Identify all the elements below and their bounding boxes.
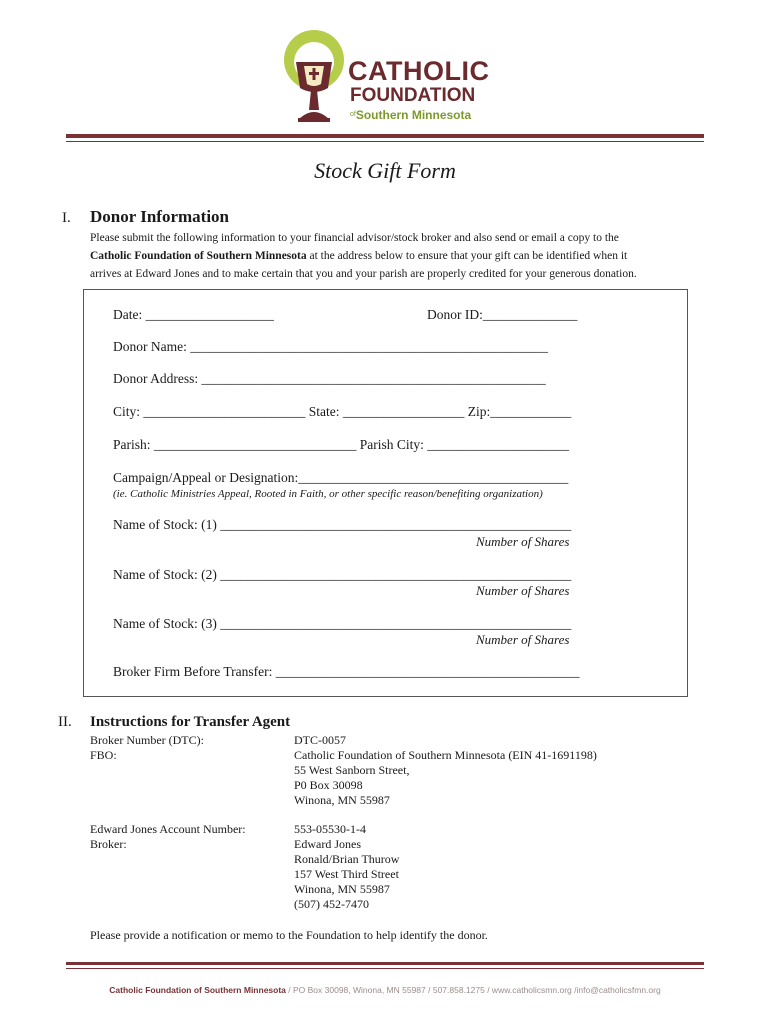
- page-title: Stock Gift Form: [314, 158, 456, 183]
- broker-firm-field[interactable]: Broker Firm Before Transfer: _____________________________________________: [113, 664, 580, 679]
- campaign-note: (ie. Catholic Ministries Appeal, Rooted in Faith, or other specific reason/benefiting organization): [113, 488, 543, 500]
- footer-rule-thin: [66, 968, 704, 969]
- section1-paragraph: Please submit the following information to your financial advisor/stock broker and also send or email a copy to the Catholic Foundation of Southern Minnesota at the address below to ensure that your gift can be identified when it arrives at Edward Jones and to make certain that you and your parish are properly credited for your generous donation.: [90, 232, 637, 280]
- header-rule-thin: [66, 141, 704, 142]
- stock-2-field[interactable]: Name of Stock: (2) ____________________________________________________: [113, 567, 572, 582]
- parish-field[interactable]: Parish: ______________________________ Parish City: _____________________: [113, 437, 570, 452]
- donor-notification-note: Please provide a notification or memo to the Foundation to help identify the donor.: [90, 928, 488, 942]
- transfer-labels-1: Broker Number (DTC): FBO:: [90, 733, 204, 762]
- stock-1-shares-label: Number of Shares: [476, 534, 570, 549]
- section2-number: II.: [58, 714, 72, 730]
- transfer-labels-2: Edward Jones Account Number: Broker:: [90, 822, 246, 851]
- footer-contact: Catholic Foundation of Southern Minnesota / PO Box 30098, Winona, MN 55987 / 507.858.1275 / www.catholicsmn.org /info@catholicsfmn.org: [109, 985, 661, 995]
- date-field[interactable]: Date: ___________________: [113, 307, 274, 322]
- city-state-zip-field[interactable]: City: ________________________ State: __________________ Zip:____________: [113, 404, 572, 419]
- footer-rule: [66, 962, 704, 965]
- header-rule: [66, 134, 704, 138]
- campaign-field[interactable]: Campaign/Appeal or Designation:________________________________________: [113, 470, 569, 485]
- stock-3-shares-label: Number of Shares: [476, 632, 570, 647]
- section1-number: I.: [62, 210, 71, 226]
- section2-heading: Instructions for Transfer Agent: [90, 714, 291, 730]
- stock-1-field[interactable]: Name of Stock: (1) ____________________________________________________: [113, 517, 572, 532]
- logo-name-line3: $^{of}$Southern Minnesota: [350, 108, 472, 122]
- logo-name-line2: FOUNDATION: [350, 85, 476, 106]
- transfer-values-1: DTC-0057 Catholic Foundation of Southern Minnesota (EIN 41-1691198) 55 West Sanborn Street, P0 Box 30098 Winona, MN 55987: [294, 733, 597, 807]
- stock-3-field[interactable]: Name of Stock: (3) ____________________________________________________: [113, 616, 572, 631]
- stock-2-shares-label: Number of Shares: [476, 583, 570, 598]
- section1-heading: Donor Information: [90, 207, 229, 226]
- donor-id-field[interactable]: Donor ID:______________: [427, 307, 578, 322]
- transfer-values-2: 553-05530-1-4 Edward Jones Ronald/Brian Thurow 157 West Third Street Winona, MN 55987 (507) 452-7470: [294, 822, 400, 911]
- logo-name-line1: CATHOLIC: [348, 56, 490, 86]
- donor-address-field[interactable]: Donor Address: ___________________________________________________: [113, 371, 546, 386]
- donor-name-field[interactable]: Donor Name: _____________________________________________________: [113, 339, 548, 354]
